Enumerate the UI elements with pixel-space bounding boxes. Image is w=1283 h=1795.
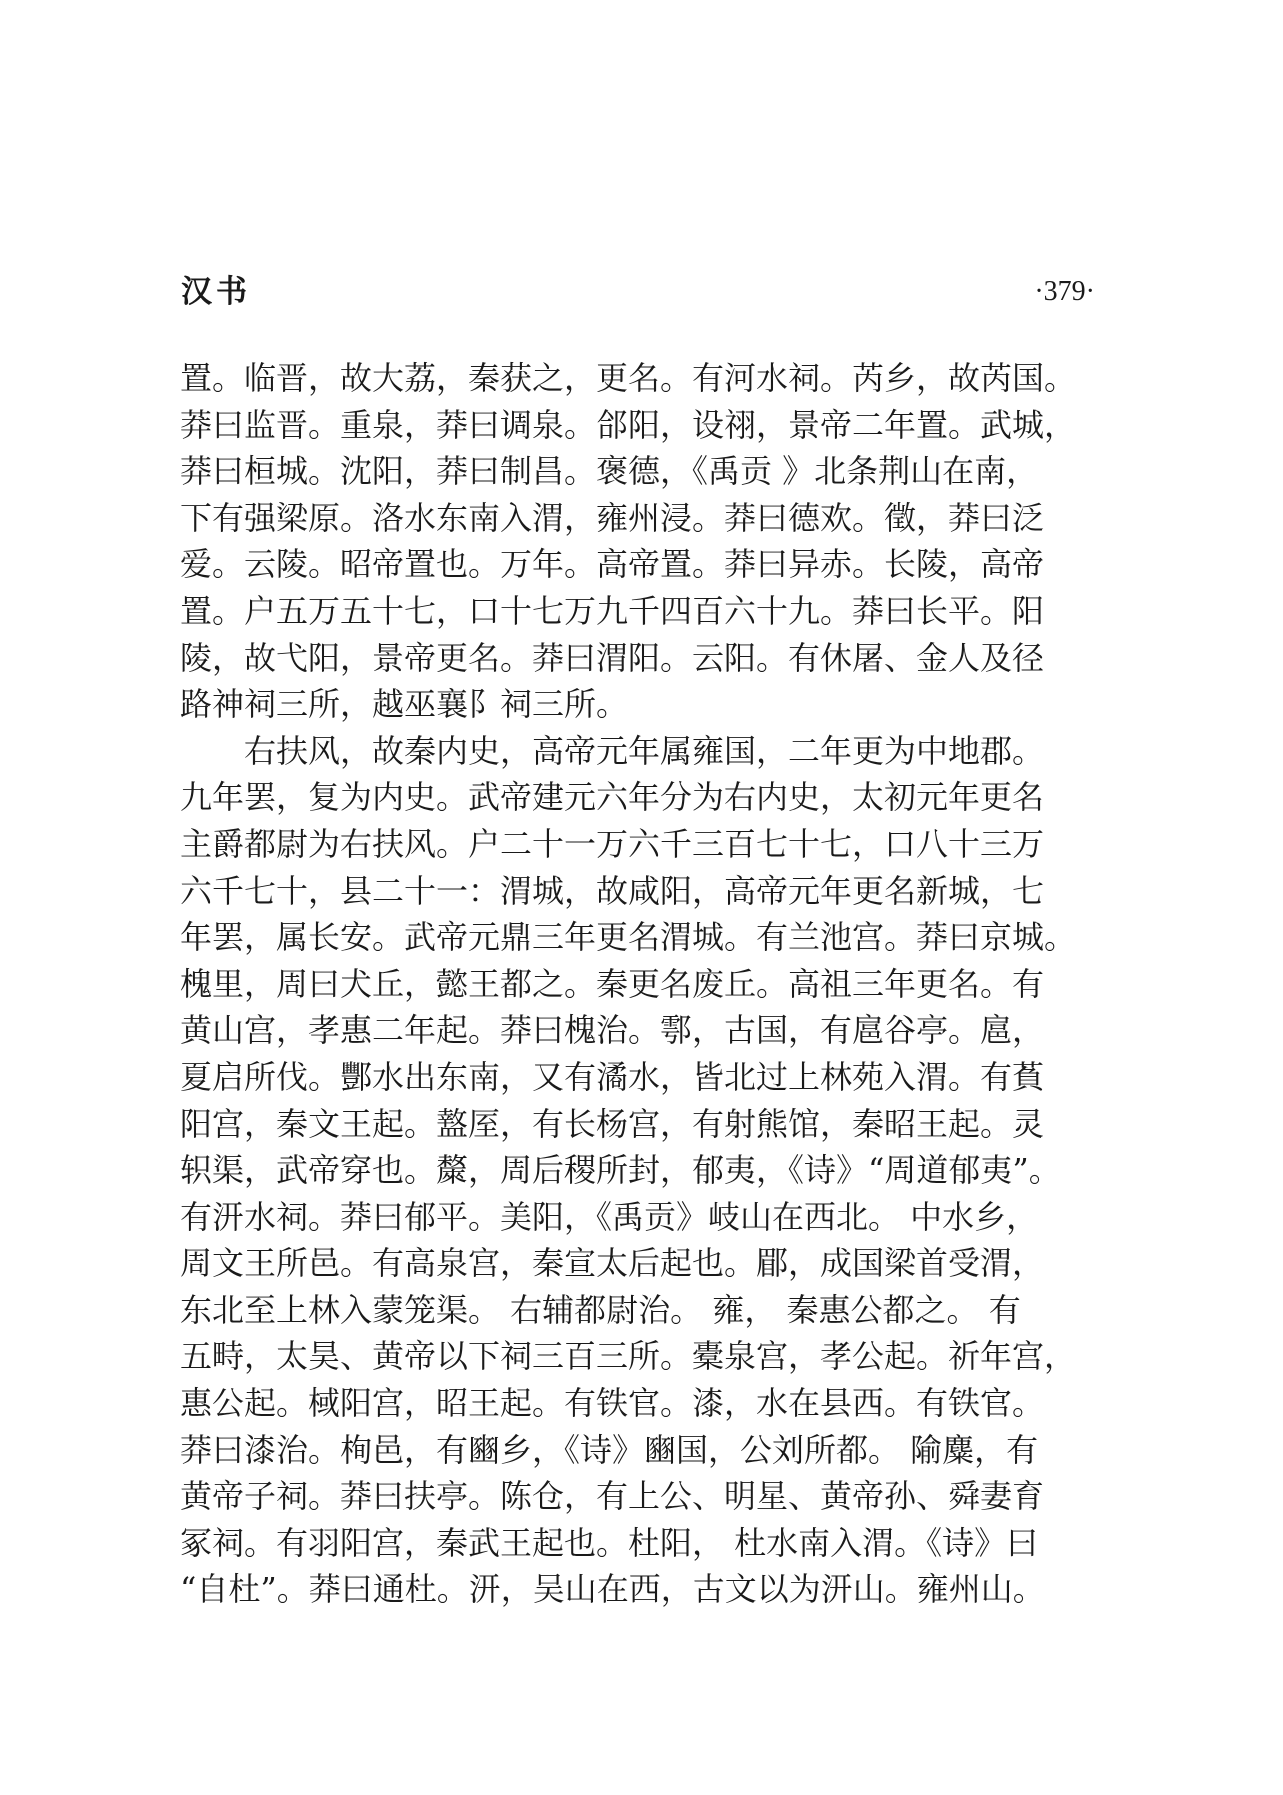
text-line: 黄山宫，孝惠二年起。莽曰槐治。鄠，古国，有扈谷亭。扈， — [180, 1011, 1045, 1050]
text-line: 爱。云陵。昭帝置也。万年。高帝置。莽曰异赤。长陵，高帝 — [180, 545, 1045, 584]
running-header — [181, 268, 1095, 316]
text-line: 阳宫，秦文王起。盩厔，有长杨宫，有射熊馆，秦昭王起。灵 — [180, 1104, 1045, 1143]
text-line: 置。户五万五十七，口十七万九千四百六十九。莽曰长平。阳 — [180, 591, 1045, 630]
text-line: 东北至上林入蒙笼渠。 右辅都尉治。 雍， 秦惠公都之。 有 — [180, 1290, 1021, 1329]
text-line: 黄帝子祠。莽曰扶亭。陈仓，有上公、明星、黄帝孙、舜妻育 — [180, 1477, 1045, 1516]
text-line: 六千七十，县二十一：渭城，故咸阳，高帝元年更名新城，七 — [180, 871, 1045, 910]
paragraph-start-line: 右扶风，故秦内史，高帝元年属雍国，二年更为中地郡。 — [180, 731, 1045, 770]
text-line: 冢祠。有羽阳宫，秦武王起也。杜阳， 杜水南入渭。《诗》曰 — [180, 1523, 1039, 1562]
text-line: 夏启所伐。酆水出东南，又有潏水，皆北过上林苑入渭。有萯 — [180, 1057, 1045, 1096]
text-line: 置。临晋，故大荔，秦获之，更名。有河水祠。芮乡，故芮国。 — [180, 359, 1077, 397]
page-number: ·379· — [1034, 276, 1095, 307]
text-line: 有汧水祠。莽曰郁平。美阳，《禹贡》岐山在西北。 中水乡， — [180, 1197, 1039, 1236]
text-line: 惠公起。棫阳宫，昭王起。有铁官。漆，水在县西。有铁官。 — [180, 1384, 1045, 1423]
text-line: 莽曰漆治。栒邑，有豳乡，《诗》豳国，公刘所都。 隃麋，有 — [180, 1430, 1039, 1469]
text-line: 下有强梁原。洛水东南入渭，雍州浸。莽曰德欢。徵，莽曰泛 — [180, 498, 1045, 537]
book-title: 汉书 — [181, 274, 251, 310]
text-line: “自杜”。莽曰通杜。汧，吴山在西，古文以为汧山。雍州山。 — [180, 1570, 1045, 1609]
text-line: 九年罢，复为内史。武帝建元六年分为右内史，太初元年更名 — [180, 778, 1045, 817]
text-line: 陵，故弋阳，景帝更名。莽曰渭阳。云阳。有休屠、金人及径 — [180, 638, 1045, 677]
text-line: 莽曰桓城。沈阳，莽曰制昌。褒德，《禹贡 》北条荆山在南， — [180, 452, 1039, 491]
body-text — [180, 355, 1100, 1613]
text-line: 五畤，太昊、黄帝以下祠三百三所。橐泉宫，孝公起。祈年宫， — [180, 1337, 1077, 1376]
text-line: 莽曰监晋。重泉，莽曰调泉。郃阳，设祤，景帝二年置。武城， — [180, 405, 1077, 444]
text-line: 主爵都尉为右扶风。户二十一万六千三百七十七，口八十三万 — [180, 824, 1045, 863]
text-line: 轵渠，武帝穿也。斄，周后稷所封，郁夷，《诗》“周道郁夷”。 — [180, 1151, 1061, 1190]
text-line: 槐里，周曰犬丘，懿王都之。秦更名废丘。高祖三年更名。有 — [180, 964, 1045, 1003]
text-line: 年罢，属长安。武帝元鼎三年更名渭城。有兰池宫。莽曰京城。 — [180, 918, 1077, 957]
text-line: 路神祠三所，越巫襄阝祠三所。 — [180, 685, 629, 724]
text-line: 周文王所邑。有高泉宫，秦宣太后起也。郿，成国梁首受渭， — [180, 1244, 1045, 1283]
